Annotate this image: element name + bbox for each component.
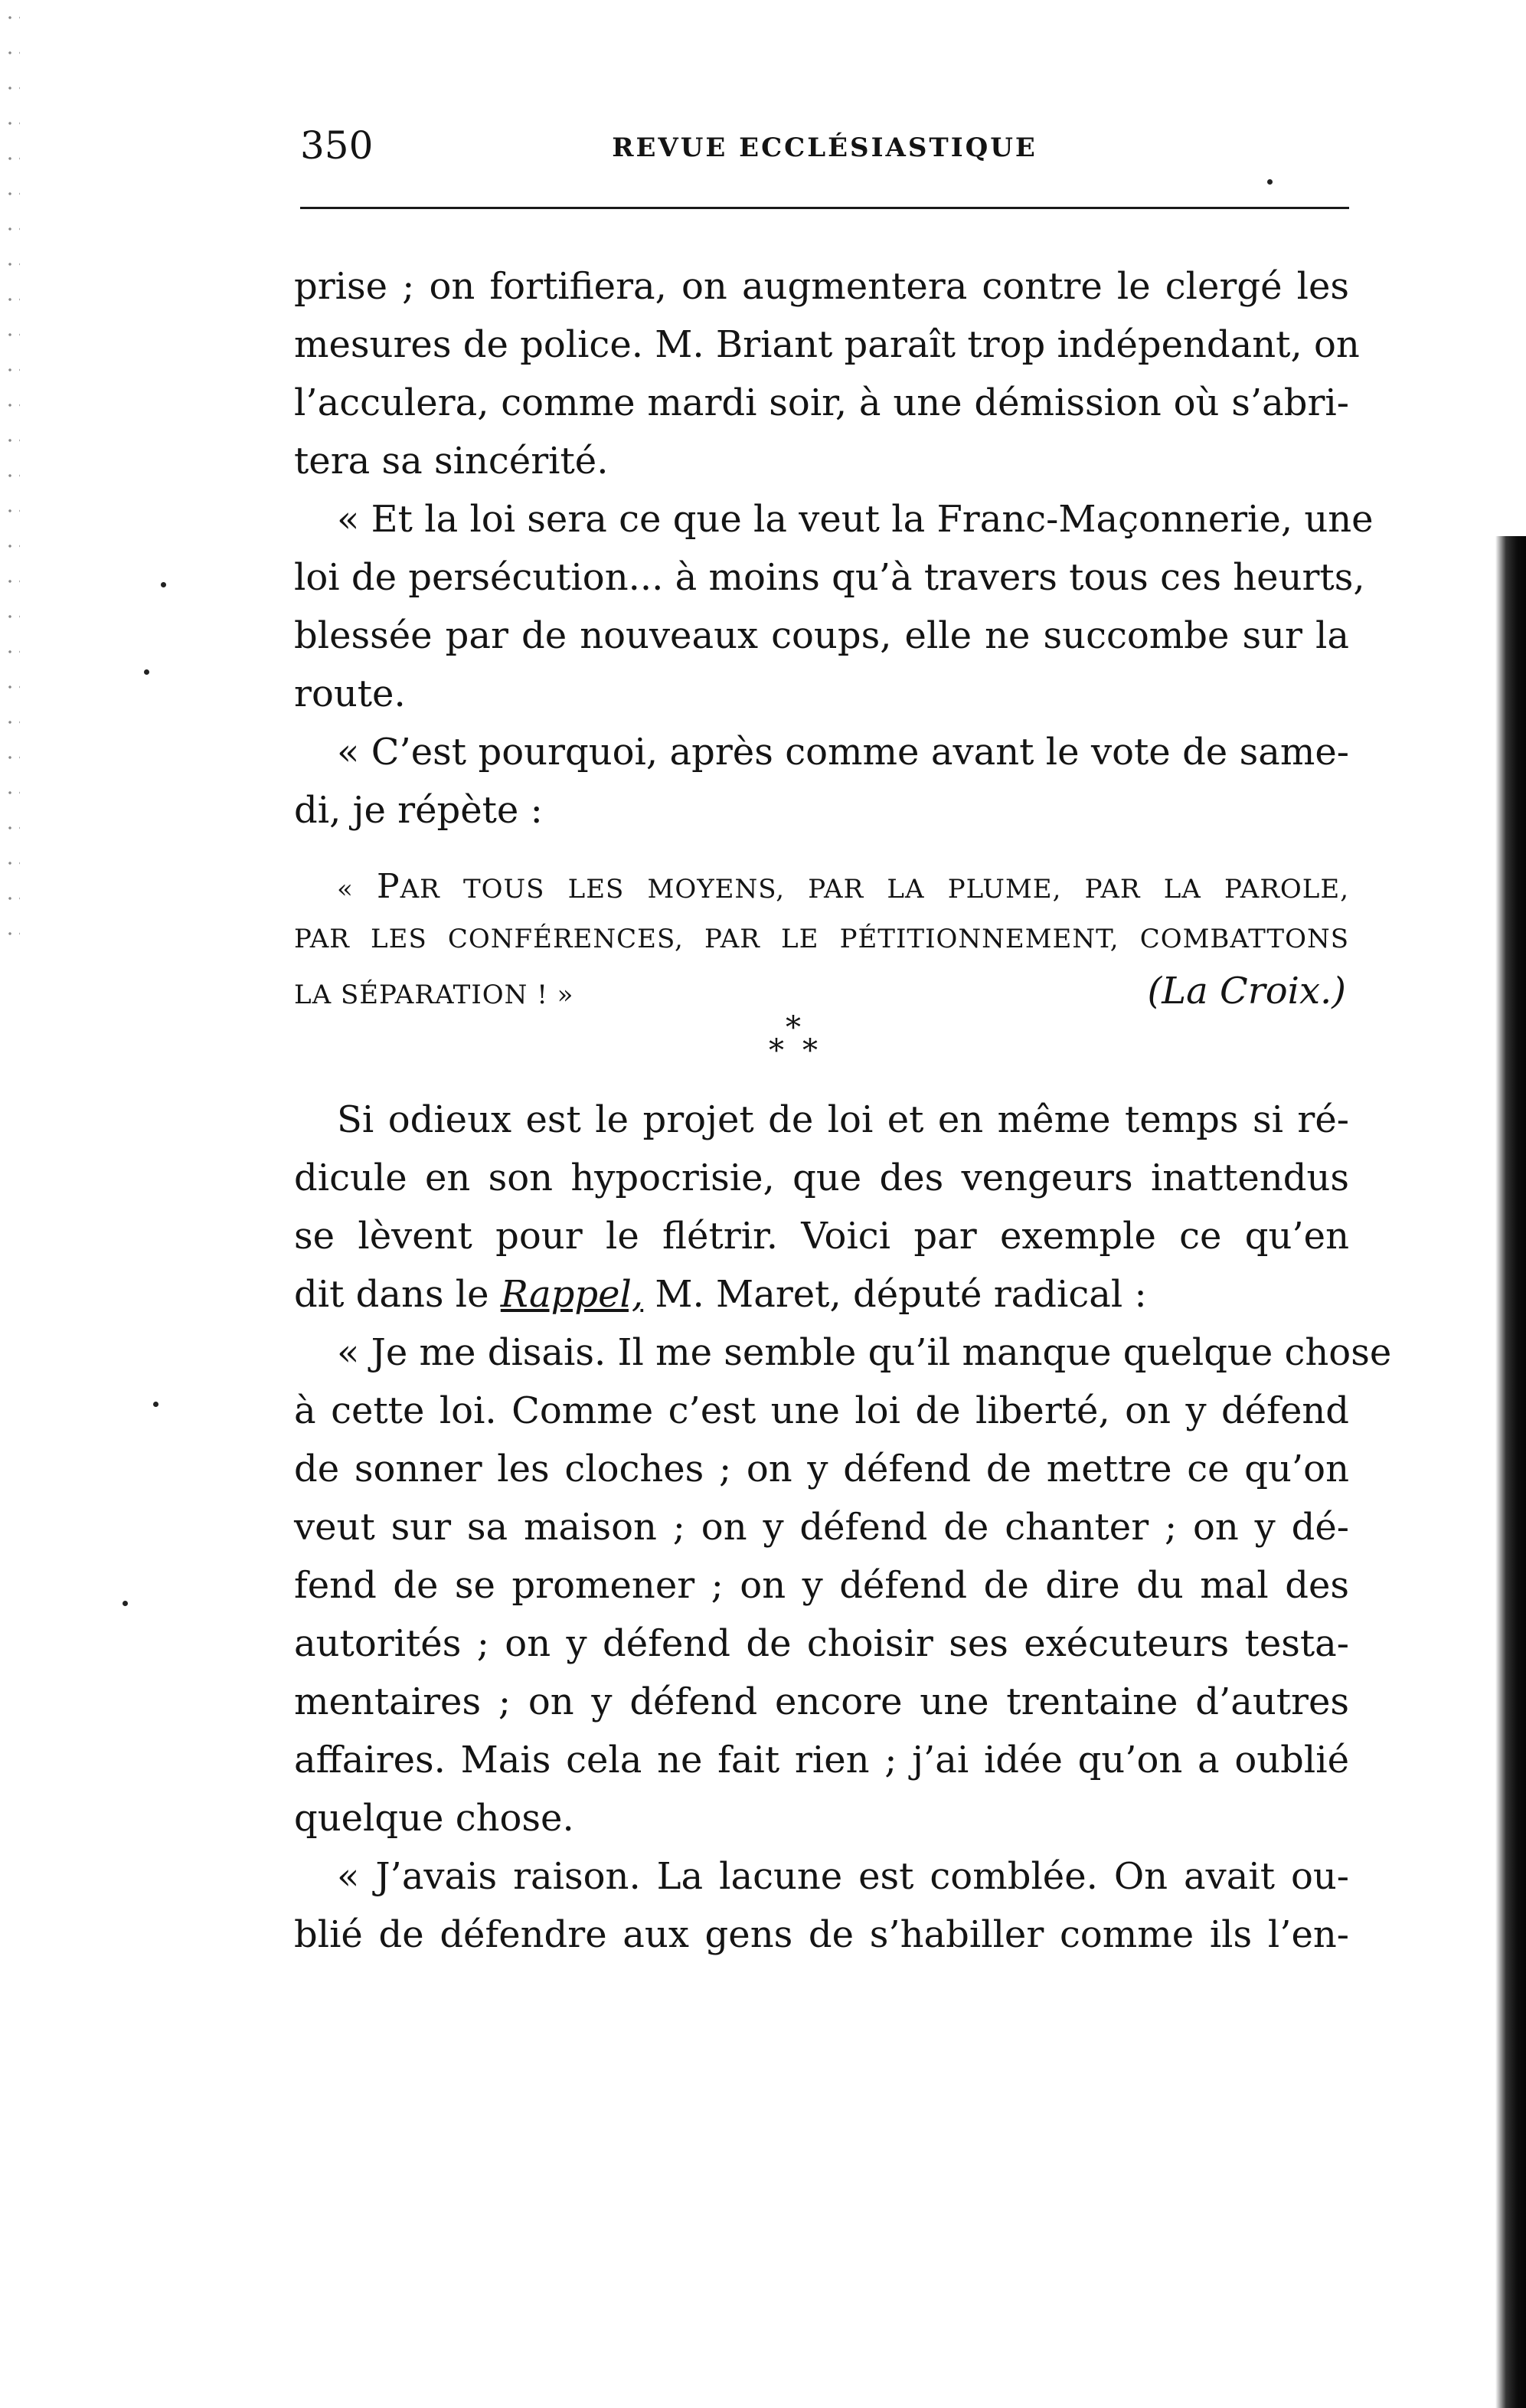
text-line: affaires. Mais cela ne fait rien ; j’ai idée qu’on a oublié bbox=[294, 1739, 1349, 1781]
asterism-star: * bbox=[802, 1033, 818, 1068]
text-line: « Et la loi sera ce que la veut la Franc-Maçonnerie, une bbox=[337, 498, 1374, 541]
smallcaps-line: LA SÉPARATION ! » bbox=[294, 980, 574, 1010]
text-line: Si odieux est le projet de loi et en même temps si ré- bbox=[337, 1098, 1349, 1141]
scan-speck bbox=[161, 582, 166, 587]
text-line: loi de persécution... à moins qu’à travers tous ces heurts, bbox=[294, 556, 1365, 599]
asterism-star: * bbox=[786, 1010, 801, 1045]
text-line: fend de se promener ; on y défend de dire du mal des bbox=[294, 1564, 1349, 1607]
maret-section bbox=[294, 1091, 1392, 1964]
text-line: prise ; on fortifiera, on augmentera contre le clergé les bbox=[294, 265, 1349, 308]
running-header bbox=[300, 123, 1349, 168]
text-line: autorités ; on y défend de choisir ses exécuteurs testa- bbox=[294, 1622, 1349, 1665]
text-line: blessée par de nouveaux coups, elle ne succombe sur la bbox=[294, 614, 1349, 657]
text-fragment: dit dans le bbox=[294, 1273, 501, 1316]
scan-speck bbox=[153, 1402, 158, 1407]
quote-source: (La Croix.) bbox=[1147, 970, 1346, 1013]
text-line: veut sur sa maison ; on y défend de chanter ; on y dé- bbox=[294, 1506, 1349, 1549]
smallcaps-quotation bbox=[294, 861, 1349, 1017]
text-line: « C’est pourquoi, après comme avant le vote de same- bbox=[337, 731, 1349, 774]
text-line: tera sa sincérité. bbox=[294, 440, 609, 483]
smallcaps-text: AR TOUS LES MOYENS, PAR LA PLUME, PAR LA PAROLE, bbox=[400, 874, 1350, 905]
text-line: l’acculera, comme mardi soir, à une démission où s’abri- bbox=[294, 381, 1349, 424]
text-line: di, je répète : bbox=[294, 789, 543, 832]
text-line: route. bbox=[294, 672, 406, 715]
running-title: REVUE ECCLÉSIASTIQUE bbox=[612, 133, 1037, 163]
opening-paragraphs bbox=[294, 257, 1374, 839]
text-line: « Je me disais. Il me semble qu’il manque quelque chose bbox=[337, 1331, 1392, 1374]
smallcaps-line bbox=[294, 861, 1349, 913]
text-line bbox=[294, 1265, 1349, 1323]
initial-capital: P bbox=[377, 867, 400, 906]
text-line: de sonner les cloches ; on y défend de mettre ce qu’on bbox=[294, 1448, 1349, 1490]
smallcaps-line: PAR LES CONFÉRENCES, PAR LE PÉTITIONNEMENT, COMBATTONS bbox=[294, 924, 1349, 954]
open-quote-mark: « bbox=[337, 874, 377, 905]
text-line: blié de défendre aux gens de s’habiller comme ils l’en- bbox=[294, 1913, 1349, 1956]
scan-speck bbox=[1267, 179, 1273, 185]
text-line: se lèvent pour le flétrir. Voici par exemple ce qu’en bbox=[294, 1215, 1349, 1258]
header-rule bbox=[300, 207, 1349, 209]
text-line: quelque chose. bbox=[294, 1797, 574, 1840]
journal-title: Rappel, bbox=[500, 1273, 644, 1316]
text-line: mentaires ; on y défend encore une trentaine d’autres bbox=[294, 1680, 1349, 1723]
page-number: 350 bbox=[300, 123, 374, 168]
scan-edge-speckles bbox=[5, 0, 20, 957]
text-line: mesures de police. M. Briant paraît trop indépendant, on bbox=[294, 323, 1360, 366]
citation-row bbox=[294, 965, 1349, 1017]
scan-speck bbox=[144, 669, 149, 675]
text-fragment: M. Maret, député radical : bbox=[643, 1273, 1147, 1316]
text-line: « J’avais raison. La lacune est comblée. On avait ou- bbox=[337, 1855, 1349, 1898]
text-line: dicule en son hypocrisie, que des vengeurs inattendus bbox=[294, 1157, 1349, 1199]
scan-speck bbox=[123, 1601, 128, 1606]
asterism-separator bbox=[758, 1010, 842, 1081]
text-line: à cette loi. Comme c’est une loi de liberté, on y défend bbox=[294, 1389, 1349, 1432]
scan-binding-shadow bbox=[1495, 536, 1526, 2408]
asterism-star: * bbox=[769, 1033, 784, 1068]
